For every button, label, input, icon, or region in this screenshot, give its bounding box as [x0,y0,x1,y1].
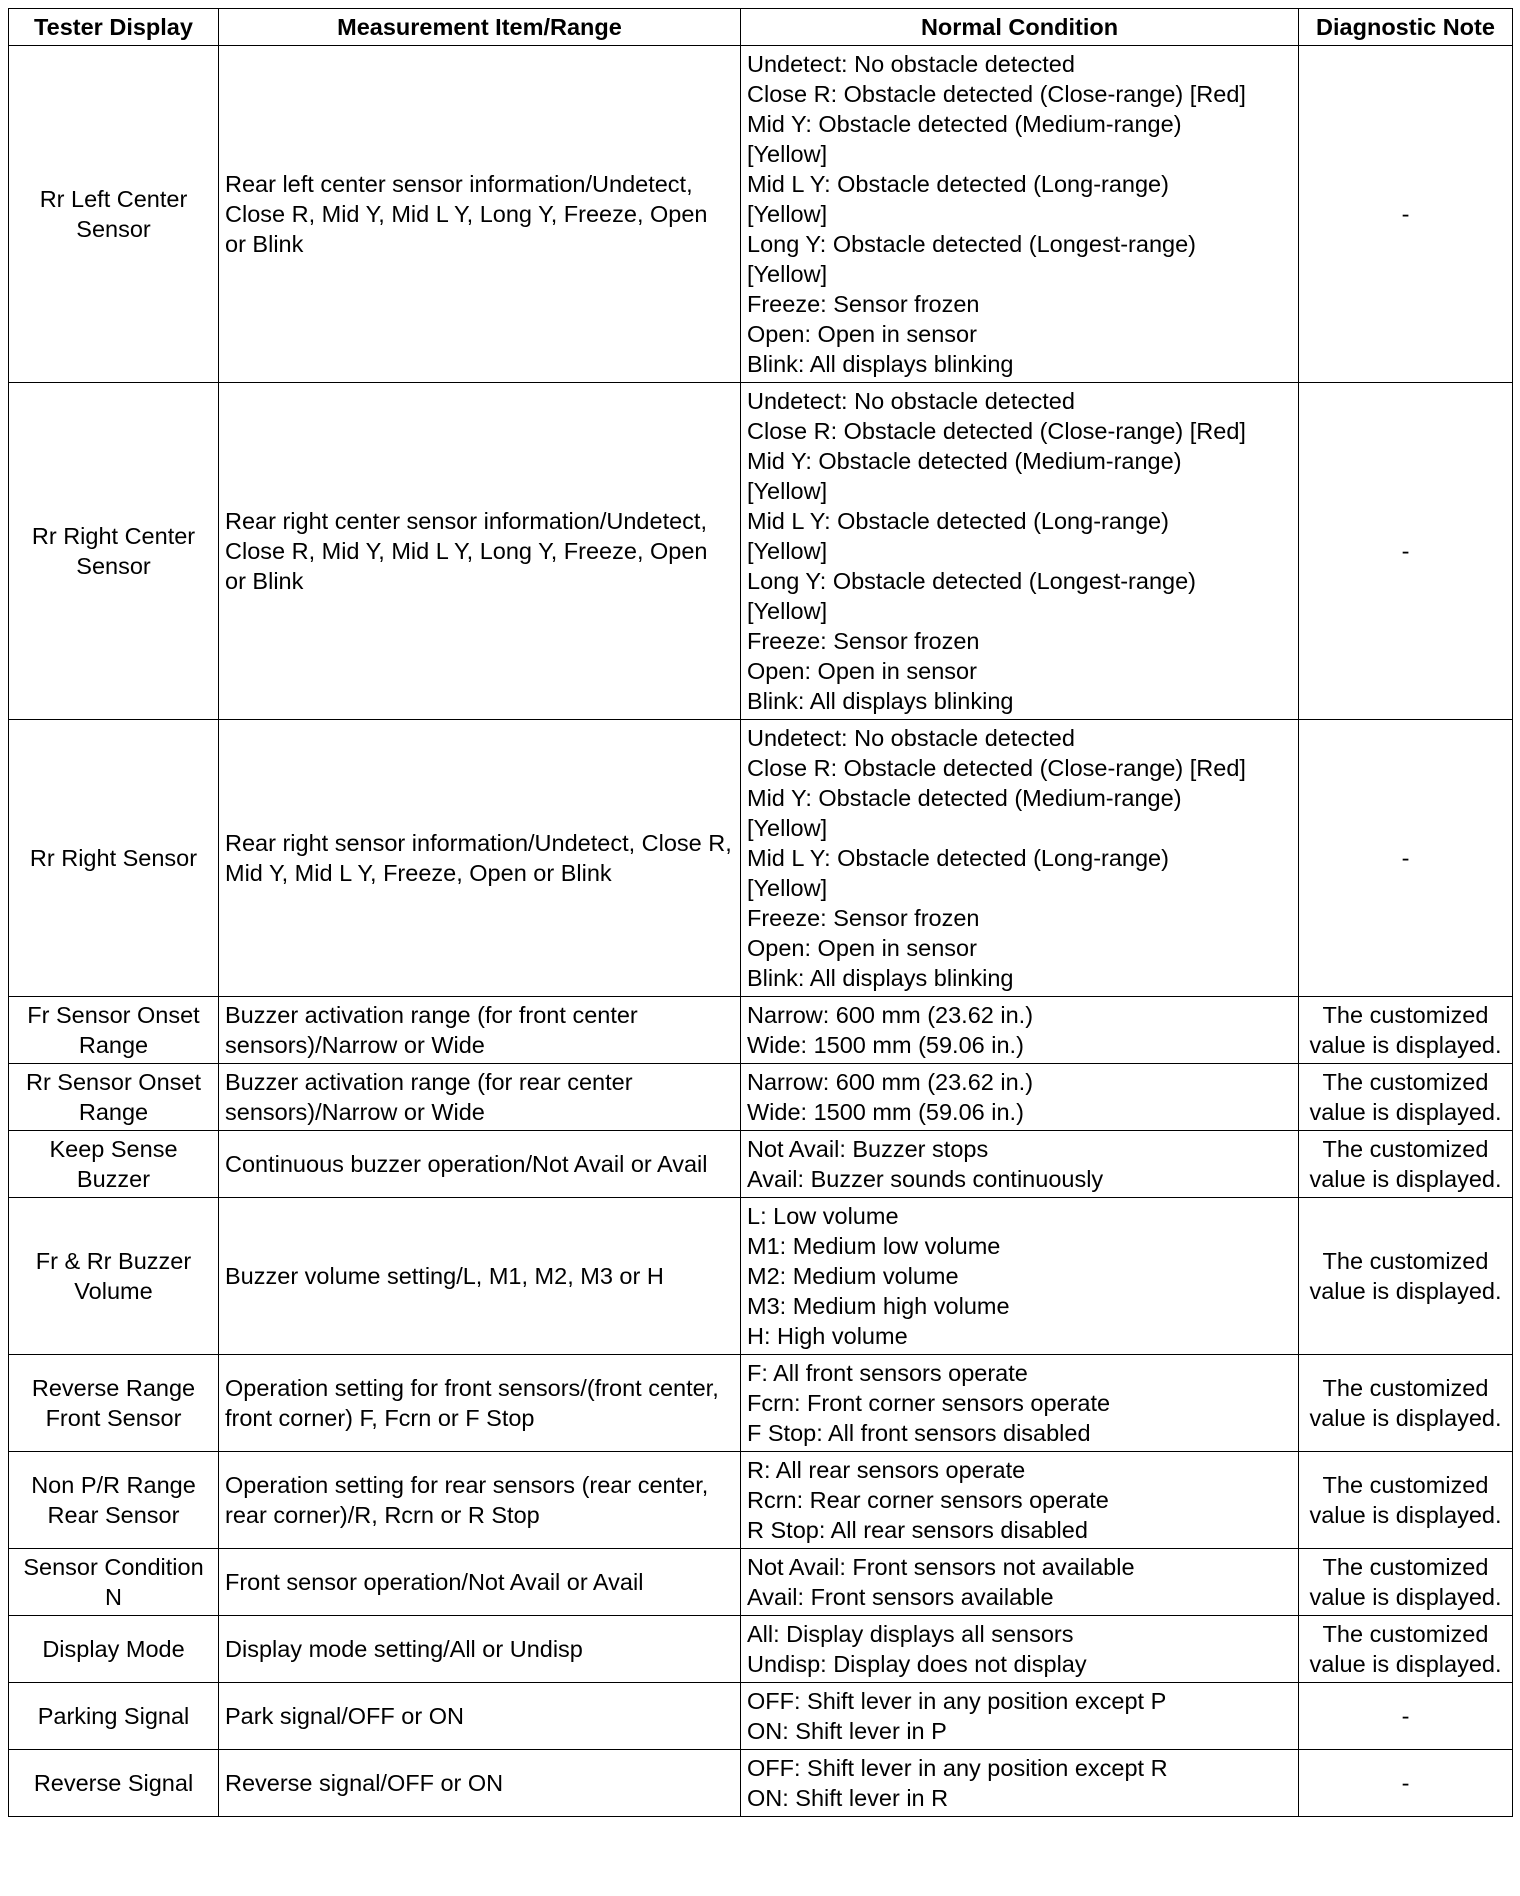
table-row [9,1750,1513,1817]
normal-condition-cell [741,1750,1299,1817]
table-row [9,46,1513,383]
condition-line: Mid L Y: Obstacle detected (Long-range) [747,171,1169,197]
condition-line: Avail: Front sensors available [747,1584,1054,1610]
measurement-item-cell: Buzzer volume setting/L, M1, M2, M3 or H [219,1198,741,1355]
table-row [9,1549,1513,1616]
table-row [9,1198,1513,1355]
condition-line: [Yellow] [747,201,828,227]
condition-line: [Yellow] [747,261,828,287]
condition-line: ON: Shift lever in R [747,1785,949,1811]
condition-line: Close R: Obstacle detected (Close-range) [Red] [747,418,1246,444]
measurement-item-cell: Buzzer activation range (for rear center sensors)/Narrow or Wide [219,1064,741,1131]
table-row [9,1683,1513,1750]
condition-line: All: Display displays all sensors [747,1621,1074,1647]
condition-line: Undetect: No obstacle detected [747,725,1075,751]
normal-condition-cell [741,383,1299,720]
tester-display-cell: Reverse Signal [9,1750,219,1817]
condition-line: Long Y: Obstacle detected (Longest-range) [747,231,1196,257]
diagnostic-note-cell: The customized value is displayed. [1299,1452,1513,1549]
header-tester-display: Tester Display [9,9,219,46]
normal-condition-cell [741,997,1299,1064]
table-row [9,997,1513,1064]
measurement-item-cell: Buzzer activation range (for front center sensors)/Narrow or Wide [219,997,741,1064]
table-row [9,1131,1513,1198]
condition-line: Blink: All displays blinking [747,965,1014,991]
tester-display-cell: Rr Right Sensor [9,720,219,997]
condition-line: [Yellow] [747,141,828,167]
condition-line: Wide: 1500 mm (59.06 in.) [747,1032,1024,1058]
measurement-item-cell: Front sensor operation/Not Avail or Avail [219,1549,741,1616]
document-page [8,8,1513,1817]
condition-line: OFF: Shift lever in any position except P [747,1688,1167,1714]
tester-display-cell: Rr Sensor Onset Range [9,1064,219,1131]
condition-line: OFF: Shift lever in any position except R [747,1755,1168,1781]
condition-line: Open: Open in sensor [747,658,977,684]
table-header [9,9,1513,46]
normal-condition-cell [741,1683,1299,1750]
condition-line: F: All front sensors operate [747,1360,1028,1386]
condition-line: F Stop: All front sensors disabled [747,1420,1091,1446]
table-row [9,1064,1513,1131]
condition-line: H: High volume [747,1323,908,1349]
tester-display-cell: Reverse Range Front Sensor [9,1355,219,1452]
condition-line: L: Low volume [747,1203,899,1229]
tester-display-cell: Keep Sense Buzzer [9,1131,219,1198]
normal-condition-cell [741,1198,1299,1355]
measurement-item-cell: Park signal/OFF or ON [219,1683,741,1750]
tester-display-cell: Non P/R Range Rear Sensor [9,1452,219,1549]
condition-line: Long Y: Obstacle detected (Longest-range) [747,568,1196,594]
data-list-table [8,8,1513,1817]
condition-line: Mid Y: Obstacle detected (Medium-range) [747,111,1182,137]
normal-condition-cell [741,1355,1299,1452]
diagnostic-note-cell: - [1299,1683,1513,1750]
header-row [9,9,1513,46]
header-measurement-item: Measurement Item/Range [219,9,741,46]
condition-line: Freeze: Sensor frozen [747,905,980,931]
tester-display-cell: Sensor Condition N [9,1549,219,1616]
condition-line: M3: Medium high volume [747,1293,1010,1319]
normal-condition-cell [741,46,1299,383]
diagnostic-note-cell: - [1299,1750,1513,1817]
condition-line: Open: Open in sensor [747,935,977,961]
diagnostic-note-cell: The customized value is displayed. [1299,1198,1513,1355]
condition-line: Mid Y: Obstacle detected (Medium-range) [747,785,1182,811]
normal-condition-cell [741,1616,1299,1683]
condition-line: Mid Y: Obstacle detected (Medium-range) [747,448,1182,474]
diagnostic-note-cell: The customized value is displayed. [1299,997,1513,1064]
condition-line: [Yellow] [747,815,828,841]
measurement-item-cell: Rear right center sensor information/Undetect, Close R, Mid Y, Mid L Y, Long Y, Freeze, Open or Blink [219,383,741,720]
condition-line: M2: Medium volume [747,1263,959,1289]
header-diagnostic-note: Diagnostic Note [1299,9,1513,46]
normal-condition-cell [741,1549,1299,1616]
measurement-item-cell: Continuous buzzer operation/Not Avail or Avail [219,1131,741,1198]
condition-line: Mid L Y: Obstacle detected (Long-range) [747,508,1169,534]
condition-line: Not Avail: Buzzer stops [747,1136,989,1162]
tester-display-cell: Fr Sensor Onset Range [9,997,219,1064]
condition-line: Not Avail: Front sensors not available [747,1554,1135,1580]
condition-line: Wide: 1500 mm (59.06 in.) [747,1099,1024,1125]
measurement-item-cell: Rear right sensor information/Undetect, Close R, Mid Y, Mid L Y, Freeze, Open or Blink [219,720,741,997]
table-row [9,720,1513,997]
table-row [9,1616,1513,1683]
condition-line: Avail: Buzzer sounds continuously [747,1166,1104,1192]
condition-line: R Stop: All rear sensors disabled [747,1517,1088,1543]
diagnostic-note-cell: The customized value is displayed. [1299,1355,1513,1452]
diagnostic-note-cell: The customized value is displayed. [1299,1549,1513,1616]
normal-condition-cell [741,1064,1299,1131]
measurement-item-cell: Rear left center sensor information/Undetect, Close R, Mid Y, Mid L Y, Long Y, Freeze, Open or Blink [219,46,741,383]
condition-line: M1: Medium low volume [747,1233,1001,1259]
tester-display-cell: Parking Signal [9,1683,219,1750]
condition-line: Mid L Y: Obstacle detected (Long-range) [747,845,1169,871]
table-body [9,46,1513,1817]
condition-line: R: All rear sensors operate [747,1457,1026,1483]
condition-line: Undetect: No obstacle detected [747,388,1075,414]
diagnostic-note-cell: - [1299,46,1513,383]
header-normal-condition: Normal Condition [741,9,1299,46]
condition-line: [Yellow] [747,478,828,504]
condition-line: [Yellow] [747,875,828,901]
condition-line: Narrow: 600 mm (23.62 in.) [747,1002,1034,1028]
condition-line: Rcrn: Rear corner sensors operate [747,1487,1109,1513]
diagnostic-note-cell: - [1299,383,1513,720]
tester-display-cell: Rr Right Center Sensor [9,383,219,720]
condition-line: Narrow: 600 mm (23.62 in.) [747,1069,1034,1095]
diagnostic-note-cell: The customized value is displayed. [1299,1131,1513,1198]
condition-line: Freeze: Sensor frozen [747,291,980,317]
tester-display-cell: Fr & Rr Buzzer Volume [9,1198,219,1355]
measurement-item-cell: Operation setting for rear sensors (rear center, rear corner)/R, Rcrn or R Stop [219,1452,741,1549]
condition-line: Open: Open in sensor [747,321,977,347]
measurement-item-cell: Operation setting for front sensors/(front center, front corner) F, Fcrn or F Stop [219,1355,741,1452]
normal-condition-cell [741,1452,1299,1549]
tester-display-cell: Display Mode [9,1616,219,1683]
condition-line: Fcrn: Front corner sensors operate [747,1390,1111,1416]
measurement-item-cell: Reverse signal/OFF or ON [219,1750,741,1817]
condition-line: Close R: Obstacle detected (Close-range) [Red] [747,755,1246,781]
condition-line: [Yellow] [747,598,828,624]
measurement-item-cell: Display mode setting/All or Undisp [219,1616,741,1683]
condition-line: Close R: Obstacle detected (Close-range) [Red] [747,81,1246,107]
table-row [9,1355,1513,1452]
diagnostic-note-cell: The customized value is displayed. [1299,1064,1513,1131]
condition-line: Freeze: Sensor frozen [747,628,980,654]
condition-line: Blink: All displays blinking [747,351,1014,377]
normal-condition-cell [741,720,1299,997]
table-row [9,1452,1513,1549]
normal-condition-cell [741,1131,1299,1198]
condition-line: Undisp: Display does not display [747,1651,1087,1677]
condition-line: Blink: All displays blinking [747,688,1014,714]
diagnostic-note-cell: The customized value is displayed. [1299,1616,1513,1683]
table-row [9,383,1513,720]
condition-line: [Yellow] [747,538,828,564]
condition-line: Undetect: No obstacle detected [747,51,1075,77]
condition-line: ON: Shift lever in P [747,1718,947,1744]
diagnostic-note-cell: - [1299,720,1513,997]
tester-display-cell: Rr Left Center Sensor [9,46,219,383]
